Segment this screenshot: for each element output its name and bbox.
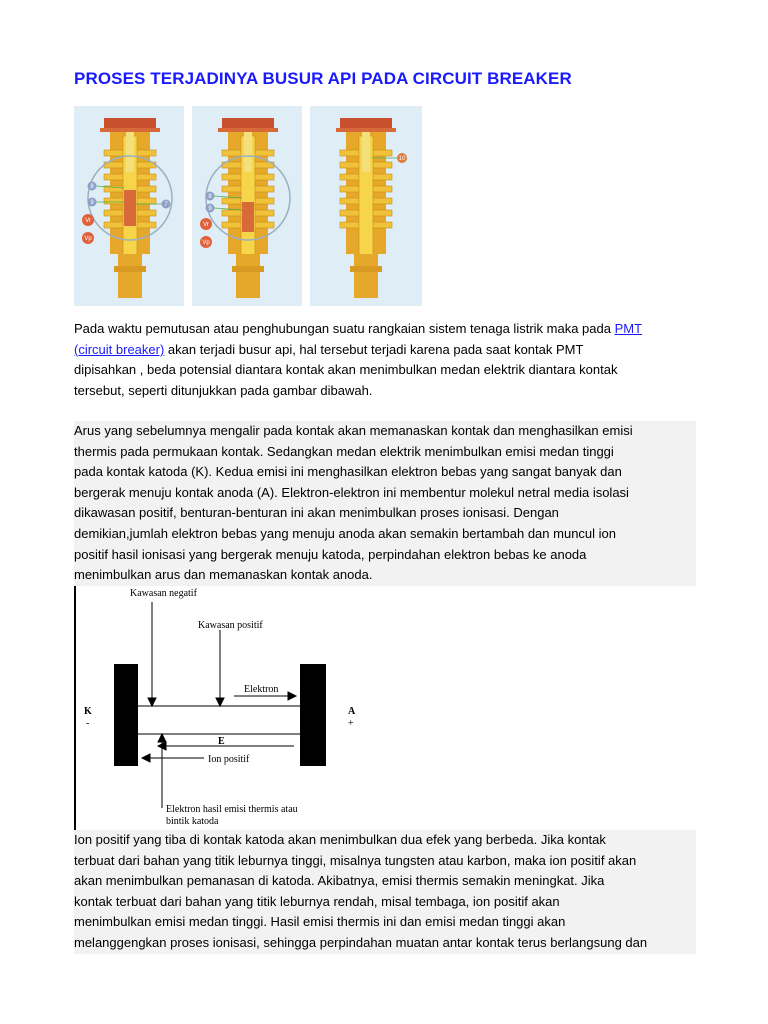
svg-text:10: 10 [398, 156, 406, 162]
svg-text:9: 9 [208, 206, 212, 212]
svg-text:Elektron hasil emisi thermis: Elektron hasil emisi thermis atau [166, 804, 298, 815]
svg-text:bintik katoda: bintik katoda [166, 816, 219, 827]
panel-3 [310, 106, 422, 306]
circuit-breaker-illustration [74, 106, 422, 306]
svg-text:K: K [84, 706, 92, 717]
arc-diagram [74, 586, 374, 830]
svg-text:Ion positif: Ion positif [208, 754, 250, 765]
svg-text:Vr: Vr [85, 218, 91, 224]
svg-text:Vp: Vp [202, 240, 210, 246]
panel-2 [192, 106, 302, 306]
svg-text:Kawasan negatif: Kawasan negatif [130, 588, 197, 599]
svg-text:E: E [218, 736, 225, 747]
svg-text:+: + [348, 718, 354, 729]
svg-text:A: A [348, 706, 356, 717]
cathode-electrode [114, 664, 138, 766]
svg-text:8: 8 [208, 194, 212, 200]
svg-text:Kawasan positif: Kawasan positif [198, 620, 263, 631]
svg-text:-: - [86, 718, 90, 729]
svg-text:9: 9 [90, 200, 94, 206]
svg-text:Vp: Vp [84, 236, 92, 242]
paragraph-3: Ion positif yang tiba di kontak katoda akan menimbulkan dua efek yang berbeda. Jika kontak terbuat dari bahan yang titik leburnya tinggi, misalnya tungsten atau karbon, maka ion positif akan akan menimbulkan pemanasan di katoda. Akibatnya, emisi thermis semakin meningkat. Jika kontak terbuat dari bahan yang titik leburnya rendah, misal tembaga, ion positif akan menimbulkan emisi medan tinggi. Hasil emisi thermis ini dan emisi medan tinggi akan melanggengkan proses ionisasi, sehingga perpindahan muatan antar kontak terus berlangsung dan [74, 830, 696, 954]
panel-1 [74, 106, 184, 306]
pmt-link[interactable]: PMT [614, 321, 643, 336]
svg-text:7: 7 [164, 202, 168, 208]
circuit-breaker-link[interactable]: (circuit breaker) [74, 341, 165, 357]
paragraph-1: Pada waktu pemutusan atau penghubungan suatu rangkaian sistem tenaga listrik maka pada PMT (circuit breaker) akan terjadi busur api, hal tersebut terjadi karena pada saat kontak PMT dipisahkan , beda potensial diantara kontak akan menimbulkan medan elektrik diantara kontak tersebut, seperti ditunjukkan pada gambar dibawah. [74, 321, 643, 398]
paragraph-2: Arus yang sebelumnya mengalir pada kontak akan memanaskan kontak dan menghasilkan emisi thermis pada permukaan kontak. Sedangkan medan elektrik menimbulkan emisi medan tinggi pada kontak katoda (K). Kedua emisi ini menghasilkan elektron bebas yang sangat banyak dan bergerak menuju kontak anoda (A). Elektron-elektron ini membentur molekul netral media isolasi dikawasan positif, benturan-benturan ini akan menimbulkan proses ionisasi. Dengan demikian,jumlah elektron bebas yang menuju anoda akan semakin bertambah dan muncul ion positif hasil ionisasi yang bergerak menuju katoda, perpindahan elektron bebas ke anoda menimbulkan arus dan memanaskan kontak anoda. [74, 421, 696, 586]
svg-text:Vr: Vr [203, 222, 209, 228]
svg-text:Elektron: Elektron [244, 684, 279, 695]
anode-electrode [300, 664, 326, 766]
svg-text:8: 8 [90, 184, 94, 190]
page-title: PROSES TERJADINYA BUSUR API PADA CIRCUIT BREAKER [74, 69, 572, 88]
